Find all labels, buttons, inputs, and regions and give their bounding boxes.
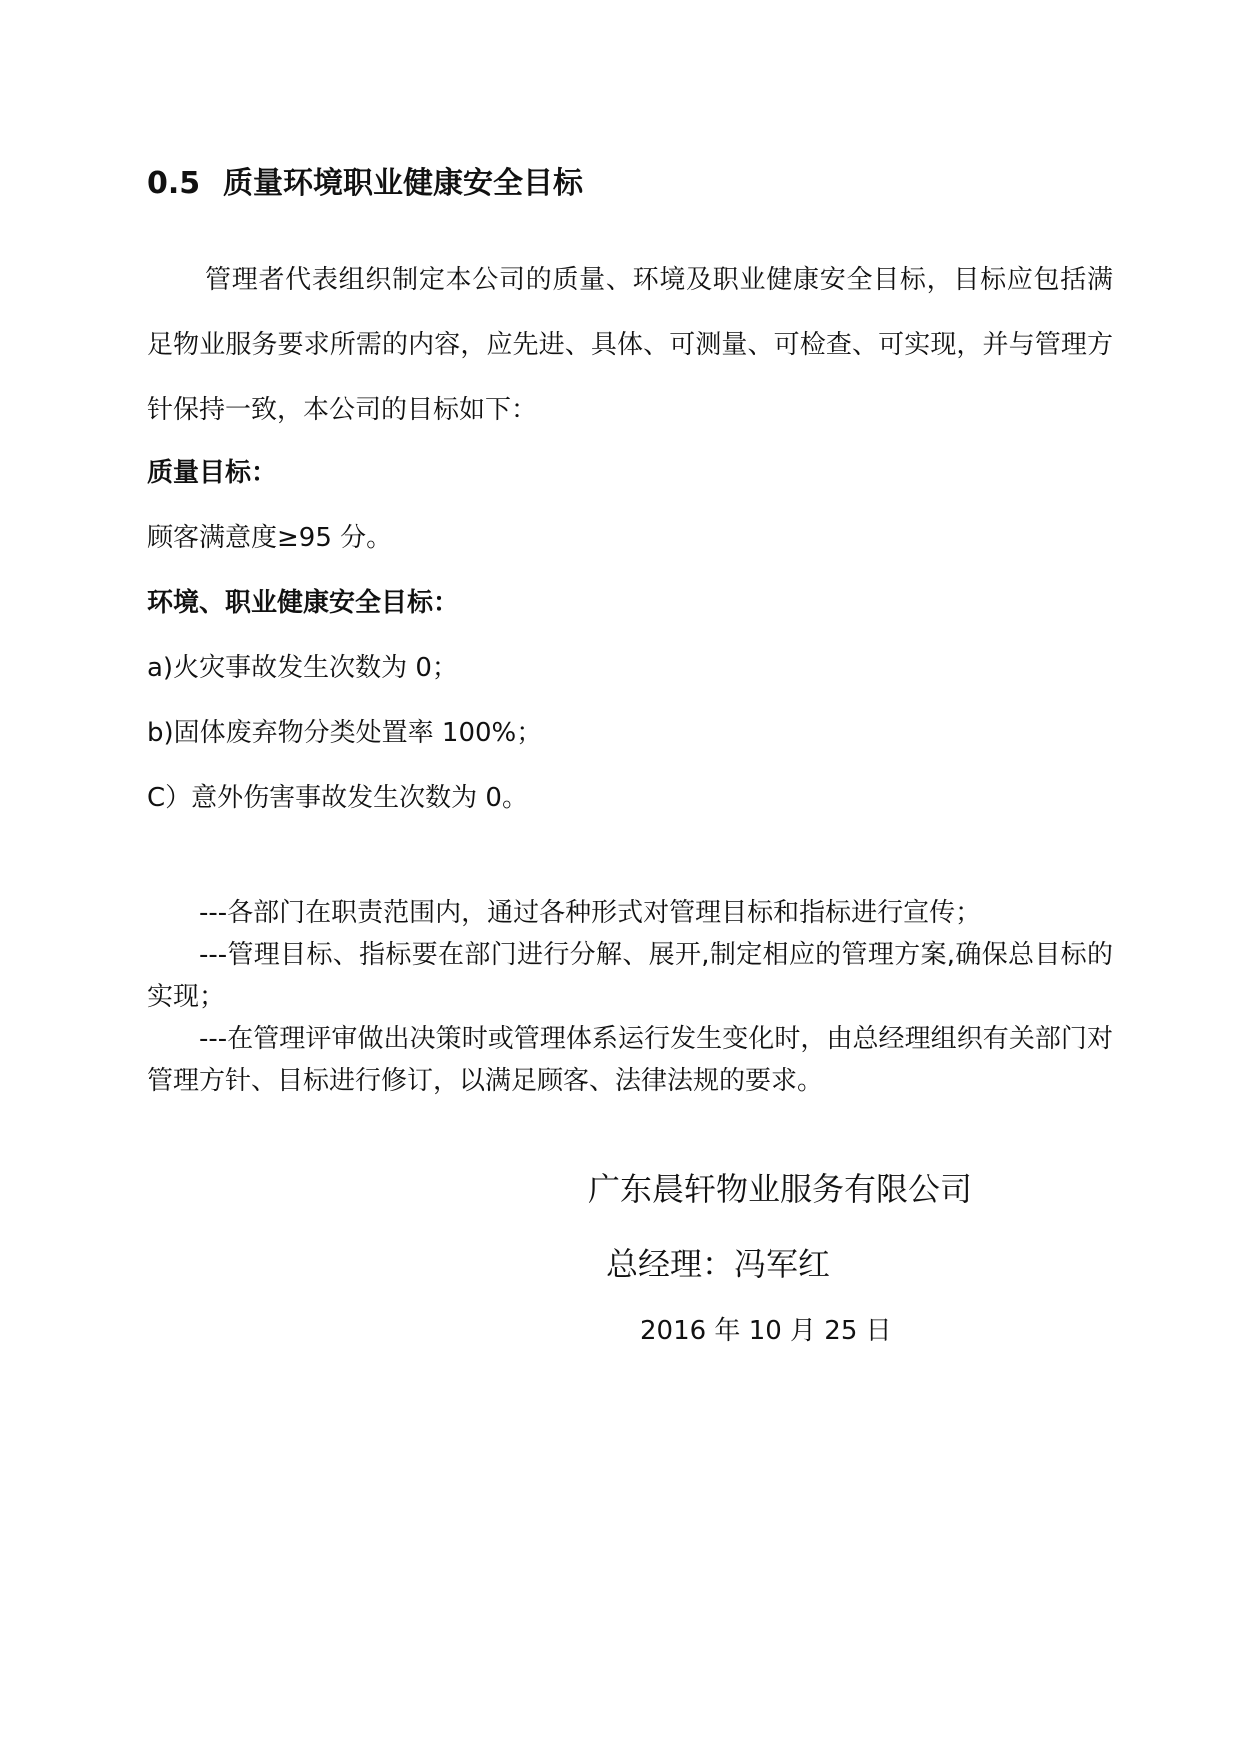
ehs-item-a: a)火灾事故发生次数为 0；	[147, 653, 458, 683]
manager-signature: 总经理：冯军红	[606, 1245, 831, 1283]
section-number: 0.5	[147, 166, 201, 201]
ehs-item-c: C）意外伤害事故发生次数为 0。	[147, 783, 528, 813]
company-name: 广东晨轩物业服务有限公司	[588, 1170, 973, 1208]
section-heading	[147, 158, 583, 202]
measures-list	[147, 892, 1113, 1102]
quality-heading: 质量目标：	[147, 458, 278, 488]
measure-item: ---在管理评审做出决策时或管理体系运行发生变化时，由总经理组织有关部门对管理方针、目标进行修订，以满足顾客、法律法规的要求。	[147, 1024, 1113, 1096]
ehs-item-b: b)固体废弃物分类处置率 100%；	[147, 718, 543, 748]
quality-item: 顾客满意度≥95 分。	[147, 523, 393, 553]
measure-item: ---各部门在职责范围内，通过各种形式对管理目标和指标进行宣传；	[199, 898, 982, 928]
intro-paragraph: 管理者代表组织制定本公司的质量、环境及职业健康安全目标，目标应包括满足物业服务要求所需的内容，应先进、具体、可测量、可检查、可实现，并与管理方针保持一致，本公司的目标如下：	[147, 265, 1113, 425]
ehs-heading: 环境、职业健康安全目标：	[147, 588, 460, 618]
measure-item: ---管理目标、指标要在部门进行分解、展开,制定相应的管理方案,确保总目标的实现；	[147, 940, 1113, 1012]
signature-date: 2016 年 10 月 25 日	[640, 1316, 892, 1346]
section-title: 质量环境职业健康安全目标	[223, 166, 583, 201]
